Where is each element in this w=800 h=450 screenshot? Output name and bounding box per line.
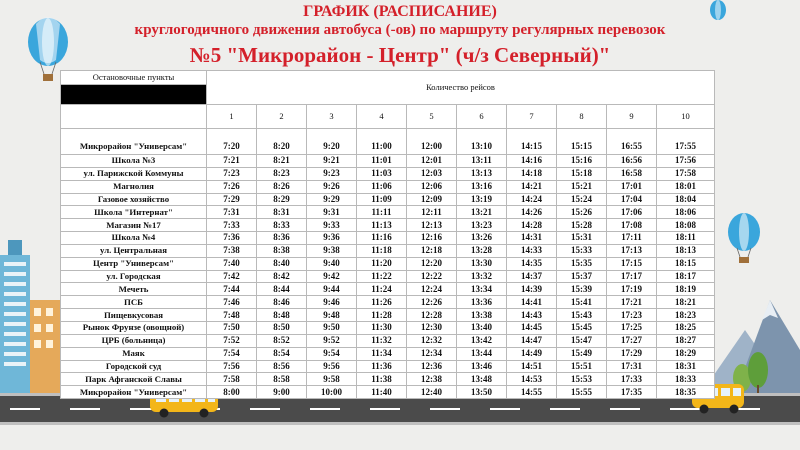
departure-time: 12:38 [407,373,457,386]
departure-time: 18:21 [657,296,715,309]
table-row [61,360,715,373]
departure-time: 14:39 [507,283,557,296]
departure-time: 13:16 [457,180,507,193]
table-row [61,321,715,334]
departure-time: 9:26 [307,180,357,193]
departure-time: 8:50 [257,321,307,334]
table-row [61,244,715,257]
departure-time: 13:46 [457,360,507,373]
departure-time: 12:34 [407,347,457,360]
departure-time: 13:50 [457,386,507,399]
trip-number: 5 [407,105,457,129]
header-black-band [61,85,207,105]
departure-time: 14:31 [507,232,557,245]
departure-time: 7:33 [207,219,257,232]
departure-time: 14:26 [507,206,557,219]
table-row [61,373,715,386]
departure-time: 11:03 [357,167,407,180]
departure-time: 17:25 [607,321,657,334]
departure-time: 17:55 [657,129,715,155]
table-row [61,155,715,168]
departure-time: 13:21 [457,206,507,219]
departure-time: 18:04 [657,193,715,206]
table-row [61,219,715,232]
departure-time: 15:28 [557,219,607,232]
departure-time: 15:21 [557,180,607,193]
table-row [61,232,715,245]
departure-time: 14:45 [507,321,557,334]
departure-time: 8:36 [257,232,307,245]
departure-time: 9:00 [257,386,307,399]
stop-name: Школа №4 [61,232,207,245]
departure-time: 13:44 [457,347,507,360]
departure-time: 9:38 [307,244,357,257]
departure-time: 8:52 [257,334,307,347]
trip-number: 1 [207,105,257,129]
departure-time: 12:09 [407,193,457,206]
departure-time: 16:58 [607,167,657,180]
departure-time: 14:37 [507,270,557,283]
departure-time: 17:35 [607,386,657,399]
departure-time: 12:26 [407,296,457,309]
departure-time: 17:58 [657,167,715,180]
departure-time: 15:33 [557,244,607,257]
stop-name: ул. Центральная [61,244,207,257]
table-row [61,309,715,322]
departure-time: 15:43 [557,309,607,322]
departure-time: 14:33 [507,244,557,257]
departure-time: 18:11 [657,232,715,245]
departure-time: 11:40 [357,386,407,399]
departure-time: 14:28 [507,219,557,232]
departure-time: 9:23 [307,167,357,180]
stop-name: Рынок Фрунзе (овощной) [61,321,207,334]
departure-time: 12:20 [407,257,457,270]
stop-name: ПСБ [61,296,207,309]
trip-number: 9 [607,105,657,129]
departure-time: 9:50 [307,321,357,334]
departure-time: 13:10 [457,129,507,155]
departure-time: 7:36 [207,232,257,245]
departure-time: 11:32 [357,334,407,347]
table-row [61,270,715,283]
departure-time: 9:52 [307,334,357,347]
departure-time: 17:29 [607,347,657,360]
buildings-illustration [0,240,60,395]
departure-time: 9:33 [307,219,357,232]
departure-time: 8:42 [257,270,307,283]
departure-time: 14:55 [507,386,557,399]
departure-time: 9:54 [307,347,357,360]
departure-time: 7:31 [207,206,257,219]
departure-time: 12:36 [407,360,457,373]
departure-time: 18:15 [657,257,715,270]
departure-time: 9:21 [307,155,357,168]
departure-time: 9:48 [307,309,357,322]
departure-time: 13:42 [457,334,507,347]
departure-time: 8:38 [257,244,307,257]
stop-name: Газовое хозяйство [61,193,207,206]
departure-time: 15:16 [557,155,607,168]
departure-time: 17:33 [607,373,657,386]
departure-time: 18:27 [657,334,715,347]
departure-time: 11:00 [357,129,407,155]
departure-time: 14:43 [507,309,557,322]
departure-time: 12:30 [407,321,457,334]
departure-time: 14:21 [507,180,557,193]
departure-time: 17:21 [607,296,657,309]
departure-time: 9:46 [307,296,357,309]
departure-time: 7:48 [207,309,257,322]
table-row [61,334,715,347]
departure-time: 7:58 [207,373,257,386]
trip-number: 2 [257,105,307,129]
departure-time: 14:16 [507,155,557,168]
departure-time: 11:34 [357,347,407,360]
departure-time: 7:56 [207,360,257,373]
departure-time: 9:40 [307,257,357,270]
departure-time: 18:19 [657,283,715,296]
table-row [61,257,715,270]
departure-time: 7:23 [207,167,257,180]
departure-time: 7:20 [207,129,257,155]
departure-time: 16:55 [607,129,657,155]
departure-time: 9:29 [307,193,357,206]
stop-name: ул. Парижской Коммуны [61,167,207,180]
departure-time: 13:11 [457,155,507,168]
departure-time: 13:40 [457,321,507,334]
departure-time: 9:58 [307,373,357,386]
departure-time: 8:00 [207,386,257,399]
departure-time: 18:23 [657,309,715,322]
departure-time: 8:33 [257,219,307,232]
stop-name: Парк Афганской Славы [61,373,207,386]
departure-time: 15:51 [557,360,607,373]
departure-time: 8:20 [257,129,307,155]
departure-time: 13:48 [457,373,507,386]
departure-time: 14:24 [507,193,557,206]
trip-number: 7 [507,105,557,129]
departure-time: 17:56 [657,155,715,168]
departure-time: 12:16 [407,232,457,245]
departure-time: 14:41 [507,296,557,309]
departure-time: 11:06 [357,180,407,193]
departure-time: 18:25 [657,321,715,334]
schedule-title: ГРАФИК (РАСПИСАНИЕ) [303,3,497,20]
schedule-subtitle: круглогодичного движения автобуса (-ов) по маршруту регулярных перевозок [134,22,666,38]
departure-time: 11:36 [357,360,407,373]
departure-time: 7:44 [207,283,257,296]
departure-time: 14:18 [507,167,557,180]
departure-time: 15:53 [557,373,607,386]
departure-time: 10:00 [307,386,357,399]
departure-time: 13:28 [457,244,507,257]
departure-time: 17:15 [607,257,657,270]
departure-time: 17:01 [607,180,657,193]
departure-time: 14:53 [507,373,557,386]
table-row [61,167,715,180]
departure-time: 9:31 [307,206,357,219]
departure-time: 14:51 [507,360,557,373]
trip-number: 3 [307,105,357,129]
departure-time: 7:46 [207,296,257,309]
departure-time: 9:44 [307,283,357,296]
table-row [61,129,715,155]
table-row [61,296,715,309]
departure-time: 11:26 [357,296,407,309]
departure-time: 15:55 [557,386,607,399]
trip-number-blank [61,105,207,129]
departure-time: 14:47 [507,334,557,347]
departure-time: 12:00 [407,129,457,155]
departure-time: 7:29 [207,193,257,206]
departure-time: 15:49 [557,347,607,360]
trips-column-header: Количество рейсов [207,71,715,105]
departure-time: 15:41 [557,296,607,309]
departure-time: 18:06 [657,206,715,219]
departure-time: 12:06 [407,180,457,193]
departure-time: 13:36 [457,296,507,309]
departure-time: 7:54 [207,347,257,360]
departure-time: 17:04 [607,193,657,206]
departure-time: 13:32 [457,270,507,283]
departure-time: 15:39 [557,283,607,296]
departure-time: 9:42 [307,270,357,283]
stop-name: ул. Городская [61,270,207,283]
departure-time: 12:03 [407,167,457,180]
trip-number: 6 [457,105,507,129]
departure-time: 8:44 [257,283,307,296]
departure-time: 11:18 [357,244,407,257]
trip-number: 8 [557,105,607,129]
departure-time: 17:11 [607,232,657,245]
departure-time: 13:34 [457,283,507,296]
departure-time: 15:15 [557,129,607,155]
stop-name: ЦРБ (больница) [61,334,207,347]
departure-time: 11:16 [357,232,407,245]
departure-time: 15:18 [557,167,607,180]
departure-time: 13:30 [457,257,507,270]
departure-time: 17:31 [607,360,657,373]
departure-time: 15:35 [557,257,607,270]
departure-time: 17:19 [607,283,657,296]
table-row [61,386,715,399]
departure-time: 18:33 [657,373,715,386]
stop-name: Микрорайон "Универсам" [61,129,207,155]
departure-time: 12:13 [407,219,457,232]
hot-air-balloon-right [728,213,760,263]
stop-name: Школа "Интернат" [61,206,207,219]
departure-time: 13:38 [457,309,507,322]
departure-time: 9:20 [307,129,357,155]
departure-time: 8:29 [257,193,307,206]
departure-time: 15:47 [557,334,607,347]
departure-time: 12:24 [407,283,457,296]
departure-time: 8:40 [257,257,307,270]
departure-time: 17:17 [607,270,657,283]
departure-time: 13:23 [457,219,507,232]
departure-time: 17:27 [607,334,657,347]
departure-time: 18:35 [657,386,715,399]
departure-time: 8:48 [257,309,307,322]
table-row [61,283,715,296]
timetable [60,70,715,399]
trip-number: 10 [657,105,715,129]
stop-name: Магазин №17 [61,219,207,232]
departure-time: 18:08 [657,219,715,232]
departure-time: 12:32 [407,334,457,347]
departure-time: 11:09 [357,193,407,206]
departure-time: 9:36 [307,232,357,245]
departure-time: 7:26 [207,180,257,193]
departure-time: 14:49 [507,347,557,360]
departure-time: 18:01 [657,180,715,193]
stop-name: Микрорайон "Универсам" [61,386,207,399]
departure-time: 13:13 [457,167,507,180]
departure-time: 12:22 [407,270,457,283]
departure-time: 15:24 [557,193,607,206]
departure-time: 15:31 [557,232,607,245]
departure-time: 8:58 [257,373,307,386]
departure-time: 11:28 [357,309,407,322]
departure-time: 7:42 [207,270,257,283]
departure-time: 12:40 [407,386,457,399]
departure-time: 18:17 [657,270,715,283]
departure-time: 16:56 [607,155,657,168]
trip-number-row [61,105,715,129]
departure-time: 7:50 [207,321,257,334]
departure-time: 17:23 [607,309,657,322]
departure-time: 8:31 [257,206,307,219]
departure-time: 15:37 [557,270,607,283]
departure-time: 8:46 [257,296,307,309]
trip-number: 4 [357,105,407,129]
stops-column-header: Остановочные пункты [61,71,207,85]
departure-time: 11:11 [357,206,407,219]
stop-name: Мечеть [61,283,207,296]
departure-time: 17:13 [607,244,657,257]
table-row [61,193,715,206]
stop-name: Магнолия [61,180,207,193]
departure-time: 12:18 [407,244,457,257]
table-row [61,180,715,193]
stop-name: Центр "Универсам" [61,257,207,270]
departure-time: 11:01 [357,155,407,168]
departure-time: 7:52 [207,334,257,347]
departure-time: 9:56 [307,360,357,373]
stop-name: Маяк [61,347,207,360]
departure-time: 15:45 [557,321,607,334]
departure-time: 8:26 [257,180,307,193]
departure-time: 7:40 [207,257,257,270]
departure-time: 8:54 [257,347,307,360]
departure-time: 8:23 [257,167,307,180]
departure-time: 17:08 [607,219,657,232]
stop-name: Пищевкусовая [61,309,207,322]
departure-time: 17:06 [607,206,657,219]
departure-time: 11:24 [357,283,407,296]
table-row [61,347,715,360]
table-row [61,206,715,219]
departure-time: 18:31 [657,360,715,373]
departure-time: 11:38 [357,373,407,386]
departure-time: 18:13 [657,244,715,257]
departure-time: 12:01 [407,155,457,168]
departure-time: 13:26 [457,232,507,245]
departure-time: 14:35 [507,257,557,270]
departure-time: 14:15 [507,129,557,155]
departure-time: 11:20 [357,257,407,270]
stop-name: Городской суд [61,360,207,373]
departure-time: 18:29 [657,347,715,360]
departure-time: 13:19 [457,193,507,206]
departure-time: 7:38 [207,244,257,257]
departure-time: 7:21 [207,155,257,168]
route-title: №5 "Микрорайон - Центр" (ч/з Северный)" [189,43,611,67]
departure-time: 8:21 [257,155,307,168]
departure-time: 15:26 [557,206,607,219]
departure-time: 11:30 [357,321,407,334]
departure-time: 11:13 [357,219,407,232]
departure-time: 8:56 [257,360,307,373]
departure-time: 11:22 [357,270,407,283]
stop-name: Школа №3 [61,155,207,168]
departure-time: 12:11 [407,206,457,219]
departure-time: 12:28 [407,309,457,322]
